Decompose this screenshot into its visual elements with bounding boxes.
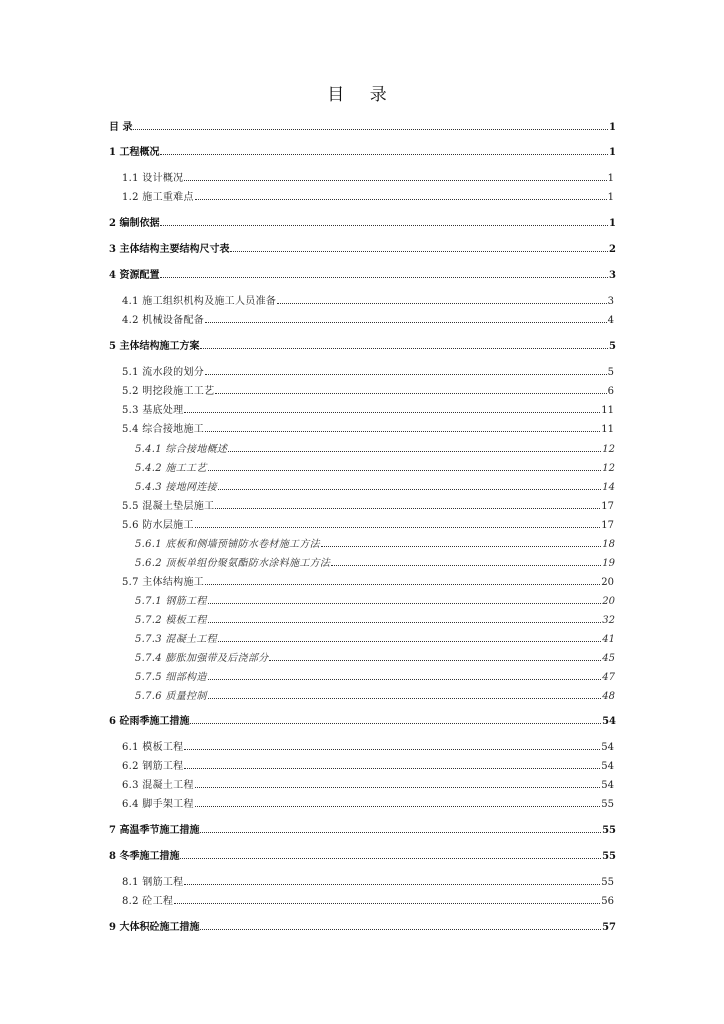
toc-dot-leader	[331, 554, 601, 566]
toc-entry-level-3[interactable]	[135, 535, 615, 551]
toc-dot-leader	[208, 687, 602, 699]
toc-entry-page-number: 5	[609, 341, 616, 352]
toc-entry-label: 5.6.1 底板和侧墙预铺防水卷材施工方法	[135, 539, 320, 550]
toc-entry-level-2[interactable]	[122, 420, 614, 436]
toc-dot-leader	[160, 143, 608, 155]
toc-dot-leader	[205, 420, 600, 432]
toc-entry-page-number: 2	[609, 244, 616, 255]
toc-entry-level-1[interactable]	[109, 143, 616, 159]
toc-entry-label: 5.6.2 顶板单组份聚氨酯防水涂料施工方法	[135, 558, 331, 569]
toc-entry-label: 4.1 施工组织机构及施工人员准备	[122, 296, 277, 307]
toc-entry-page-number: 32	[602, 615, 615, 626]
toc-entry-page-number: 11	[601, 405, 614, 416]
toc-entry-page-number: 3	[607, 296, 614, 307]
toc-entry-level-2[interactable]	[122, 738, 614, 754]
toc-entry-label: 2 编制依据	[109, 218, 160, 229]
toc-dot-leader	[190, 712, 601, 724]
toc-entry-label: 5.7.1 钢筋工程	[135, 596, 207, 607]
toc-entry-page-number: 4	[607, 315, 614, 326]
toc-dot-leader	[200, 821, 601, 833]
toc-entry-level-2[interactable]	[122, 401, 614, 417]
toc-entry-label: 5.7 主体结构施工	[122, 577, 205, 588]
toc-entry-level-1[interactable]	[109, 918, 616, 934]
toc-entry-label: 5.1 流水段的划分	[122, 367, 205, 378]
toc-entry-page-number: 17	[601, 501, 614, 512]
toc-dot-leader	[200, 918, 601, 930]
toc-dot-leader	[269, 649, 601, 661]
toc-dot-leader	[218, 630, 601, 642]
toc-dot-leader	[228, 440, 601, 452]
toc-entry-level-2[interactable]	[122, 892, 614, 908]
toc-entry-level-3[interactable]	[135, 554, 615, 570]
toc-dot-leader	[208, 592, 602, 604]
toc-entry-level-2[interactable]	[122, 292, 614, 308]
toc-entry-level-2[interactable]	[122, 311, 614, 327]
toc-entry-page-number: 54	[601, 761, 614, 772]
toc-entry-label: 5.7.3 混凝土工程	[135, 634, 217, 645]
toc-entry-label: 5.4.2 施工工艺	[135, 463, 207, 474]
toc-entry-page-number: 6	[607, 386, 614, 397]
toc-entry-page-number: 11	[601, 424, 614, 435]
toc-entry-page-number: 56	[601, 896, 614, 907]
toc-entry-page-number: 12	[602, 463, 615, 474]
toc-entry-page-number: 17	[601, 520, 614, 531]
toc-entry-page-number: 54	[601, 780, 614, 791]
toc-entry-label: 4.2 机械设备配备	[122, 315, 205, 326]
toc-entry-label: 4 资源配置	[109, 270, 160, 281]
toc-entry-level-3[interactable]	[135, 440, 615, 456]
toc-dot-leader	[184, 401, 600, 413]
toc-entry-level-1[interactable]	[109, 214, 616, 230]
toc-entry-label: 5.4 综合接地施工	[122, 424, 205, 435]
toc-entry-label: 9 大体积砼施工措施	[109, 922, 200, 933]
toc-entry-page-number: 47	[602, 672, 615, 683]
toc-entry-label: 5.2 明挖段施工工艺	[122, 386, 215, 397]
toc-entry-label: 8.2 砼工程	[122, 896, 174, 907]
toc-entry-label: 目 录	[109, 122, 133, 133]
toc-dot-leader	[195, 516, 600, 528]
toc-dot-leader	[180, 847, 601, 859]
toc-entry-page-number: 12	[602, 444, 615, 455]
toc-entry-label: 6.1 模板工程	[122, 742, 184, 753]
toc-entry-level-1[interactable]	[109, 712, 616, 728]
toc-dot-leader	[184, 757, 600, 769]
toc-dot-leader	[133, 118, 608, 130]
toc-entry-level-2[interactable]	[122, 795, 614, 811]
toc-entry-page-number: 20	[602, 596, 615, 607]
toc-entry-level-1[interactable]	[109, 821, 616, 837]
toc-entry-label: 6.3 混凝土工程	[122, 780, 194, 791]
toc-entry-page-number: 48	[602, 691, 615, 702]
toc-entry-level-3[interactable]	[135, 630, 615, 646]
toc-entry-level-2[interactable]	[122, 188, 614, 204]
toc-entry-label: 3 主体结构主要结构尺寸表	[109, 244, 230, 255]
toc-entry-level-1[interactable]	[109, 847, 616, 863]
toc-entry-page-number: 20	[601, 577, 614, 588]
toc-dot-leader	[218, 478, 601, 490]
toc-entry-label: 5.7.6 质量控制	[135, 691, 207, 702]
toc-entry-page-number: 54	[601, 742, 614, 753]
toc-entry-page-number: 55	[602, 851, 616, 862]
toc-entry-page-number: 18	[602, 539, 615, 550]
toc-entry-page-number: 1	[609, 122, 616, 133]
toc-entry-level-1[interactable]	[109, 337, 616, 353]
toc-entry-label: 6.2 钢筋工程	[122, 761, 184, 772]
toc-dot-leader	[208, 611, 602, 623]
toc-dot-leader	[174, 892, 600, 904]
toc-dot-leader	[184, 169, 606, 181]
toc-dot-leader	[205, 573, 600, 585]
toc-entry-level-3[interactable]	[135, 592, 615, 608]
toc-dot-leader	[195, 188, 607, 200]
toc-dot-leader	[160, 266, 608, 278]
toc-entry-level-2[interactable]	[122, 382, 614, 398]
toc-entry-level-1[interactable]	[109, 118, 616, 134]
toc-entry-label: 5.4.1 综合接地概述	[135, 444, 228, 455]
toc-dot-leader	[184, 738, 600, 750]
toc-dot-leader	[215, 497, 600, 509]
toc-entry-page-number: 55	[601, 799, 614, 810]
toc-dot-leader	[208, 668, 602, 680]
toc-entry-label: 5.7.2 模板工程	[135, 615, 207, 626]
toc-entry-level-3[interactable]	[135, 611, 615, 627]
toc-entry-level-3[interactable]	[135, 459, 615, 475]
toc-entry-label: 5.3 基底处理	[122, 405, 184, 416]
toc-entry-page-number: 3	[609, 270, 616, 281]
toc-dot-leader	[321, 535, 601, 547]
toc-entry-label: 8.1 钢筋工程	[122, 877, 184, 888]
toc-entry-page-number: 54	[602, 716, 616, 727]
toc-entry-page-number: 1	[607, 192, 614, 203]
toc-entry-page-number: 14	[602, 482, 615, 493]
toc-entry-level-1[interactable]	[109, 240, 616, 256]
toc-entry-level-3[interactable]	[135, 649, 615, 665]
toc-entry-level-2[interactable]	[122, 873, 614, 889]
toc-entry-level-1[interactable]	[109, 266, 616, 282]
toc-dot-leader	[205, 363, 607, 375]
toc-entry-level-3[interactable]	[135, 687, 615, 703]
toc-entry-label: 1.1 设计概况	[122, 173, 184, 184]
toc-dot-leader	[160, 214, 608, 226]
page-title: 目 录	[327, 85, 397, 105]
toc-dot-leader	[215, 382, 606, 394]
toc-entry-page-number: 45	[602, 653, 615, 664]
toc-entry-label: 5.7.5 细部构造	[135, 672, 207, 683]
toc-entry-page-number: 1	[609, 218, 616, 229]
toc-entry-level-3[interactable]	[135, 478, 615, 494]
toc-entry-page-number: 57	[602, 922, 616, 933]
toc-entry-page-number: 19	[602, 558, 615, 569]
toc-entry-page-number: 55	[602, 825, 616, 836]
toc-dot-leader	[195, 795, 600, 807]
toc-entry-label: 5 主体结构施工方案	[109, 341, 200, 352]
toc-entry-label: 8 冬季施工措施	[109, 851, 180, 862]
toc-entry-level-3[interactable]	[135, 668, 615, 684]
toc-entry-level-2[interactable]	[122, 497, 614, 513]
toc-dot-leader	[195, 776, 600, 788]
toc-entry-label: 5.7.4 膨胀加强带及后浇部分	[135, 653, 269, 664]
toc-entry-label: 5.4.3 接地网连接	[135, 482, 217, 493]
toc-dot-leader	[230, 240, 608, 252]
toc-entry-page-number: 1	[607, 173, 614, 184]
toc-entry-level-2[interactable]	[122, 776, 614, 792]
toc-dot-leader	[277, 292, 606, 304]
toc-entry-level-2[interactable]	[122, 757, 614, 773]
toc-entry-label: 5.6 防水层施工	[122, 520, 194, 531]
toc-dot-leader	[205, 311, 607, 323]
toc-entry-level-2[interactable]	[122, 573, 614, 589]
toc-entry-level-2[interactable]	[122, 169, 614, 185]
toc-entry-label: 6 砼雨季施工措施	[109, 716, 190, 727]
toc-entry-page-number: 1	[609, 147, 616, 158]
toc-entry-label: 1.2 施工重难点	[122, 192, 194, 203]
toc-dot-leader	[208, 459, 602, 471]
toc-entry-page-number: 41	[602, 634, 615, 645]
toc-entry-label: 1 工程概况	[109, 147, 160, 158]
toc-entry-level-2[interactable]	[122, 516, 614, 532]
toc-entry-label: 7 高温季节施工措施	[109, 825, 200, 836]
toc-dot-leader	[184, 873, 600, 885]
toc-entry-page-number: 5	[607, 367, 614, 378]
toc-entry-label: 6.4 脚手架工程	[122, 799, 194, 810]
toc-entry-page-number: 55	[601, 877, 614, 888]
toc-entry-label: 5.5 混凝土垫层施工	[122, 501, 215, 512]
toc-dot-leader	[200, 337, 608, 349]
toc-entry-level-2[interactable]	[122, 363, 614, 379]
